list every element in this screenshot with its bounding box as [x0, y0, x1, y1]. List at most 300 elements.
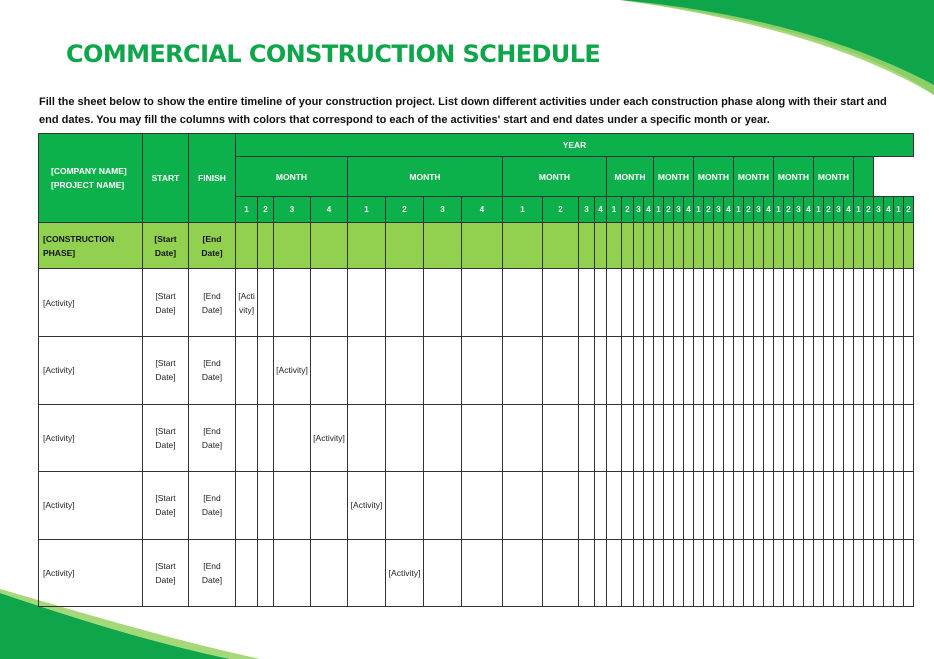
timeline-cell[interactable]: [664, 539, 674, 607]
timeline-cell[interactable]: [814, 472, 824, 540]
activity-end-date[interactable]: [189, 404, 236, 472]
timeline-cell[interactable]: [814, 404, 824, 472]
activity-marker-text: [Activity]: [238, 290, 255, 315]
timeline-cell[interactable]: [634, 404, 644, 472]
timeline-cell[interactable]: [258, 404, 274, 472]
timeline-cell[interactable]: [644, 404, 654, 472]
timeline-cell[interactable]: [644, 337, 654, 405]
timeline-cell[interactable]: [348, 223, 386, 269]
timeline-cell[interactable]: [844, 472, 854, 540]
timeline-cell[interactable]: [579, 223, 595, 269]
timeline-cell[interactable]: [607, 472, 622, 540]
timeline-cell[interactable]: [804, 269, 814, 337]
timeline-cell[interactable]: [503, 223, 543, 269]
timeline-cell[interactable]: [794, 472, 804, 540]
timeline-cell[interactable]: [764, 337, 774, 405]
week-number: 1: [774, 197, 784, 223]
timeline-cell[interactable]: [724, 269, 734, 337]
timeline-cell[interactable]: [386, 269, 424, 337]
timeline-cell[interactable]: [684, 472, 694, 540]
timeline-cell[interactable]: [774, 223, 784, 269]
timeline-cell[interactable]: [622, 337, 634, 405]
activity-marker-text: [Activity]: [276, 365, 308, 376]
timeline-cell[interactable]: [704, 404, 714, 472]
timeline-cell[interactable]: [654, 337, 664, 405]
timeline-cell[interactable]: [774, 269, 784, 337]
company-name-label: [COMPANY NAME]: [51, 166, 127, 176]
week-number: 4: [844, 197, 854, 223]
timeline-cell[interactable]: [607, 223, 622, 269]
timeline-cell[interactable]: [754, 223, 764, 269]
month-header: MONTH: [348, 157, 503, 197]
timeline-cell[interactable]: [543, 472, 579, 540]
timeline-cell[interactable]: [794, 404, 804, 472]
timeline-cell[interactable]: [764, 539, 774, 607]
timeline-cell[interactable]: [462, 472, 503, 540]
timeline-cell[interactable]: [864, 223, 874, 269]
timeline-cell[interactable]: [744, 269, 754, 337]
timeline-cell[interactable]: [874, 404, 884, 472]
timeline-cell[interactable]: [834, 337, 844, 405]
timeline-cell[interactable]: [754, 404, 764, 472]
timeline-cell[interactable]: [664, 472, 674, 540]
timeline-cell[interactable]: [622, 223, 634, 269]
timeline-cell[interactable]: [734, 472, 744, 540]
timeline-cell[interactable]: [884, 269, 894, 337]
timeline-cell[interactable]: [462, 337, 503, 405]
timeline-cell[interactable]: [904, 472, 914, 540]
activity-start-date-text: [Start Date]: [155, 493, 176, 518]
timeline-cell[interactable]: [503, 472, 543, 540]
timeline-cell[interactable]: [424, 269, 462, 337]
timeline-cell[interactable]: [236, 404, 258, 472]
timeline-cell[interactable]: [684, 404, 694, 472]
timeline-cell[interactable]: [824, 337, 834, 405]
month-header: MONTH: [503, 157, 607, 197]
timeline-cell[interactable]: [595, 472, 607, 540]
timeline-cell[interactable]: [622, 404, 634, 472]
activity-timeline-marker[interactable]: [274, 337, 311, 405]
timeline-cell[interactable]: [714, 404, 724, 472]
timeline-cell[interactable]: [884, 404, 894, 472]
timeline-cell[interactable]: [607, 404, 622, 472]
timeline-cell[interactable]: [424, 472, 462, 540]
timeline-cell[interactable]: [824, 404, 834, 472]
timeline-cell[interactable]: [503, 539, 543, 607]
week-number: 1: [607, 197, 622, 223]
timeline-cell[interactable]: [874, 269, 884, 337]
timeline-cell[interactable]: [894, 404, 904, 472]
timeline-cell[interactable]: [744, 472, 754, 540]
timeline-cell[interactable]: [744, 539, 754, 607]
timeline-cell[interactable]: [904, 539, 914, 607]
timeline-cell[interactable]: [724, 223, 734, 269]
timeline-cell[interactable]: [543, 539, 579, 607]
timeline-cell[interactable]: [348, 539, 386, 607]
timeline-cell[interactable]: [834, 539, 844, 607]
timeline-cell[interactable]: [654, 404, 664, 472]
timeline-cell[interactable]: [874, 223, 884, 269]
timeline-cell[interactable]: [794, 539, 804, 607]
week-number: 4: [764, 197, 774, 223]
timeline-cell[interactable]: [774, 539, 784, 607]
timeline-cell[interactable]: [854, 337, 864, 405]
timeline-cell[interactable]: [424, 337, 462, 405]
month-header: MONTH: [694, 157, 734, 197]
timeline-cell[interactable]: [784, 472, 794, 540]
timeline-cell[interactable]: [804, 472, 814, 540]
timeline-cell[interactable]: [894, 223, 904, 269]
timeline-cell[interactable]: [644, 472, 654, 540]
timeline-cell[interactable]: [734, 404, 744, 472]
activity-label[interactable]: [Activity]: [39, 404, 143, 472]
timeline-cell[interactable]: [543, 223, 579, 269]
timeline-cell[interactable]: [311, 223, 348, 269]
timeline-cell[interactable]: [348, 337, 386, 405]
timeline-cell[interactable]: [814, 539, 824, 607]
timeline-cell[interactable]: [894, 269, 904, 337]
timeline-cell[interactable]: [884, 539, 894, 607]
timeline-cell[interactable]: [503, 404, 543, 472]
timeline-cell[interactable]: [824, 472, 834, 540]
timeline-cell[interactable]: [734, 337, 744, 405]
week-number: 4: [311, 197, 348, 223]
activity-label[interactable]: [Activity]: [39, 539, 143, 607]
timeline-cell[interactable]: [904, 404, 914, 472]
timeline-cell[interactable]: [834, 472, 844, 540]
timeline-cell[interactable]: [754, 269, 764, 337]
week-number: 3: [874, 197, 884, 223]
timeline-cell[interactable]: [236, 223, 258, 269]
timeline-cell[interactable]: [874, 539, 884, 607]
timeline-cell[interactable]: [386, 337, 424, 405]
timeline-cell[interactable]: [674, 472, 684, 540]
timeline-cell[interactable]: [804, 337, 814, 405]
construction-phase-label: [CONSTRUCTION PHASE]: [39, 223, 143, 269]
timeline-cell[interactable]: [595, 269, 607, 337]
week-number: 2: [622, 197, 634, 223]
timeline-cell[interactable]: [854, 472, 864, 540]
timeline-cell[interactable]: [274, 404, 311, 472]
timeline-cell[interactable]: [824, 223, 834, 269]
week-number: 2: [904, 197, 914, 223]
timeline-cell[interactable]: [274, 269, 311, 337]
timeline-cell[interactable]: [424, 539, 462, 607]
timeline-cell[interactable]: [607, 337, 622, 405]
timeline-cell[interactable]: [634, 223, 644, 269]
timeline-cell[interactable]: [236, 472, 258, 540]
timeline-cell[interactable]: [804, 223, 814, 269]
timeline-cell[interactable]: [734, 269, 744, 337]
activity-end-date[interactable]: [189, 337, 236, 405]
timeline-cell[interactable]: [724, 539, 734, 607]
phase-start-date-text: [Start Date]: [154, 233, 177, 258]
timeline-cell[interactable]: [258, 223, 274, 269]
timeline-cell[interactable]: [634, 337, 644, 405]
timeline-cell[interactable]: [894, 337, 904, 405]
timeline-cell[interactable]: [864, 539, 874, 607]
activity-label[interactable]: [Activity]: [39, 337, 143, 405]
activity-label[interactable]: [Activity]: [39, 269, 143, 337]
timeline-cell[interactable]: [774, 337, 784, 405]
timeline-cell[interactable]: [634, 269, 644, 337]
year-header: YEAR: [236, 134, 914, 157]
timeline-cell[interactable]: [764, 269, 774, 337]
timeline-cell[interactable]: [834, 223, 844, 269]
timeline-cell[interactable]: [774, 404, 784, 472]
timeline-cell[interactable]: [874, 337, 884, 405]
timeline-cell[interactable]: [714, 269, 724, 337]
timeline-cell[interactable]: [622, 539, 634, 607]
timeline-cell[interactable]: [744, 223, 754, 269]
timeline-cell[interactable]: [664, 269, 674, 337]
timeline-cell[interactable]: [724, 404, 734, 472]
activity-start-date[interactable]: [143, 404, 189, 472]
timeline-cell[interactable]: [684, 337, 694, 405]
timeline-cell[interactable]: [543, 337, 579, 405]
timeline-cell[interactable]: [622, 269, 634, 337]
timeline-cell[interactable]: [894, 539, 904, 607]
timeline-cell[interactable]: [503, 269, 543, 337]
week-number: 2: [258, 197, 274, 223]
timeline-cell[interactable]: [704, 269, 714, 337]
timeline-cell[interactable]: [904, 223, 914, 269]
timeline-cell[interactable]: [784, 337, 794, 405]
timeline-cell[interactable]: [694, 337, 704, 405]
timeline-cell[interactable]: [874, 472, 884, 540]
timeline-cell[interactable]: [258, 472, 274, 540]
timeline-cell[interactable]: [634, 539, 644, 607]
timeline-cell[interactable]: [814, 337, 824, 405]
timeline-cell[interactable]: [579, 472, 595, 540]
timeline-cell[interactable]: [694, 223, 704, 269]
top-right-decorative-swoosh: [620, 0, 934, 95]
timeline-cell[interactable]: [664, 223, 674, 269]
timeline-cell[interactable]: [694, 472, 704, 540]
timeline-cell[interactable]: [311, 539, 348, 607]
week-number: 2: [784, 197, 794, 223]
timeline-cell[interactable]: [579, 539, 595, 607]
timeline-cell[interactable]: [311, 337, 348, 405]
timeline-cell[interactable]: [824, 269, 834, 337]
timeline-cell[interactable]: [644, 539, 654, 607]
timeline-cell[interactable]: [854, 269, 864, 337]
timeline-cell[interactable]: [854, 404, 864, 472]
timeline-cell[interactable]: [543, 269, 579, 337]
timeline-cell[interactable]: [674, 269, 684, 337]
timeline-cell[interactable]: [579, 404, 595, 472]
timeline-cell[interactable]: [704, 472, 714, 540]
timeline-cell[interactable]: [844, 223, 854, 269]
timeline-cell[interactable]: [714, 472, 724, 540]
timeline-cell[interactable]: [784, 223, 794, 269]
timeline-cell[interactable]: [754, 472, 764, 540]
timeline-cell[interactable]: [794, 337, 804, 405]
timeline-cell[interactable]: [804, 539, 814, 607]
timeline-cell[interactable]: [654, 223, 664, 269]
timeline-cell[interactable]: [714, 337, 724, 405]
timeline-cell[interactable]: [694, 539, 704, 607]
timeline-cell[interactable]: [424, 223, 462, 269]
timeline-cell[interactable]: [462, 539, 503, 607]
timeline-cell[interactable]: [386, 404, 424, 472]
timeline-cell[interactable]: [854, 223, 864, 269]
timeline-cell[interactable]: [864, 337, 874, 405]
timeline-cell[interactable]: [784, 404, 794, 472]
timeline-cell[interactable]: [854, 539, 864, 607]
timeline-cell[interactable]: [754, 337, 764, 405]
timeline-cell[interactable]: [904, 269, 914, 337]
timeline-cell[interactable]: [864, 404, 874, 472]
phase-start-date[interactable]: [143, 223, 189, 269]
timeline-cell[interactable]: [714, 539, 724, 607]
activity-timeline-marker[interactable]: [236, 269, 258, 337]
activity-start-date[interactable]: [143, 539, 189, 607]
timeline-cell[interactable]: [654, 539, 664, 607]
week-number: 1: [734, 197, 744, 223]
timeline-cell[interactable]: [794, 269, 804, 337]
timeline-cell[interactable]: [844, 269, 854, 337]
timeline-cell[interactable]: [764, 472, 774, 540]
timeline-cell[interactable]: [258, 269, 274, 337]
timeline-cell[interactable]: [462, 223, 503, 269]
timeline-cell[interactable]: [784, 539, 794, 607]
timeline-cell[interactable]: [462, 269, 503, 337]
timeline-cell[interactable]: [754, 539, 764, 607]
timeline-cell[interactable]: [424, 404, 462, 472]
timeline-cell[interactable]: [844, 539, 854, 607]
timeline-cell[interactable]: [644, 223, 654, 269]
timeline-cell[interactable]: [864, 269, 874, 337]
timeline-cell[interactable]: [311, 269, 348, 337]
timeline-cell[interactable]: [664, 337, 674, 405]
timeline-cell[interactable]: [704, 223, 714, 269]
page-title: COMMERCIAL CONSTRUCTION SCHEDULE: [66, 40, 601, 68]
timeline-cell[interactable]: [774, 472, 784, 540]
activity-timeline-marker[interactable]: [311, 404, 348, 472]
timeline-cell[interactable]: [654, 269, 664, 337]
timeline-cell[interactable]: [694, 404, 704, 472]
timeline-cell[interactable]: [744, 404, 754, 472]
timeline-cell[interactable]: [386, 223, 424, 269]
timeline-cell[interactable]: [674, 337, 684, 405]
timeline-cell[interactable]: [258, 337, 274, 405]
activity-start-date[interactable]: [143, 472, 189, 540]
timeline-cell[interactable]: [674, 404, 684, 472]
timeline-cell[interactable]: [794, 223, 804, 269]
timeline-cell[interactable]: [386, 472, 424, 540]
timeline-cell[interactable]: [724, 337, 734, 405]
timeline-cell[interactable]: [884, 223, 894, 269]
timeline-cell[interactable]: [543, 404, 579, 472]
activity-timeline-marker[interactable]: [386, 539, 424, 607]
timeline-cell[interactable]: [595, 404, 607, 472]
activity-timeline-marker[interactable]: [348, 472, 386, 540]
timeline-cell[interactable]: [734, 539, 744, 607]
timeline-cell[interactable]: [784, 269, 794, 337]
timeline-cell[interactable]: [348, 404, 386, 472]
timeline-cell[interactable]: [864, 472, 874, 540]
week-number: 4: [804, 197, 814, 223]
timeline-cell[interactable]: [674, 539, 684, 607]
phase-end-date[interactable]: [189, 223, 236, 269]
activity-start-date[interactable]: [143, 337, 189, 405]
timeline-cell[interactable]: [236, 337, 258, 405]
activity-end-date[interactable]: [189, 472, 236, 540]
timeline-cell[interactable]: [579, 337, 595, 405]
month-header: MONTH: [236, 157, 348, 197]
timeline-cell[interactable]: [714, 223, 724, 269]
timeline-cell[interactable]: [274, 472, 311, 540]
timeline-cell[interactable]: [844, 337, 854, 405]
timeline-cell[interactable]: [462, 404, 503, 472]
timeline-cell[interactable]: [884, 337, 894, 405]
activity-marker-text: [Activity]: [350, 500, 383, 511]
timeline-cell[interactable]: [824, 539, 834, 607]
timeline-cell[interactable]: [744, 337, 754, 405]
activity-row: [39, 404, 914, 472]
week-number: 3: [794, 197, 804, 223]
timeline-cell[interactable]: [834, 404, 844, 472]
timeline-cell[interactable]: [844, 404, 854, 472]
timeline-cell[interactable]: [654, 472, 664, 540]
timeline-cell[interactable]: [814, 223, 824, 269]
timeline-cell[interactable]: [684, 223, 694, 269]
timeline-cell[interactable]: [674, 223, 684, 269]
activity-end-date[interactable]: [189, 269, 236, 337]
timeline-cell[interactable]: [834, 269, 844, 337]
timeline-cell[interactable]: [274, 223, 311, 269]
timeline-cell[interactable]: [764, 223, 774, 269]
timeline-cell[interactable]: [904, 337, 914, 405]
activity-label[interactable]: [Activity]: [39, 472, 143, 540]
timeline-cell[interactable]: [607, 269, 622, 337]
timeline-cell[interactable]: [236, 539, 258, 607]
activity-marker-text: [Activity]: [388, 567, 421, 578]
timeline-cell[interactable]: [664, 404, 674, 472]
timeline-cell[interactable]: [258, 539, 274, 607]
timeline-cell[interactable]: [607, 539, 622, 607]
timeline-cell[interactable]: [814, 269, 824, 337]
timeline-cell[interactable]: [274, 539, 311, 607]
timeline-cell[interactable]: [894, 472, 904, 540]
timeline-cell[interactable]: [579, 269, 595, 337]
week-number: 1: [814, 197, 824, 223]
timeline-cell[interactable]: [764, 404, 774, 472]
timeline-cell[interactable]: [622, 472, 634, 540]
timeline-cell[interactable]: [724, 472, 734, 540]
timeline-cell[interactable]: [634, 472, 644, 540]
activity-end-date[interactable]: [189, 539, 236, 607]
timeline-cell[interactable]: [684, 539, 694, 607]
timeline-cell[interactable]: [595, 539, 607, 607]
timeline-cell[interactable]: [684, 269, 694, 337]
timeline-cell[interactable]: [595, 223, 607, 269]
timeline-cell[interactable]: [884, 472, 894, 540]
timeline-cell[interactable]: [644, 269, 654, 337]
timeline-cell[interactable]: [311, 472, 348, 540]
timeline-cell[interactable]: [734, 223, 744, 269]
timeline-cell[interactable]: [503, 337, 543, 405]
timeline-cell[interactable]: [704, 539, 714, 607]
month-header: MONTH: [734, 157, 774, 197]
timeline-cell[interactable]: [704, 337, 714, 405]
timeline-cell[interactable]: [694, 269, 704, 337]
activity-start-date[interactable]: [143, 269, 189, 337]
timeline-cell[interactable]: [595, 337, 607, 405]
timeline-cell[interactable]: [804, 404, 814, 472]
timeline-cell[interactable]: [348, 269, 386, 337]
